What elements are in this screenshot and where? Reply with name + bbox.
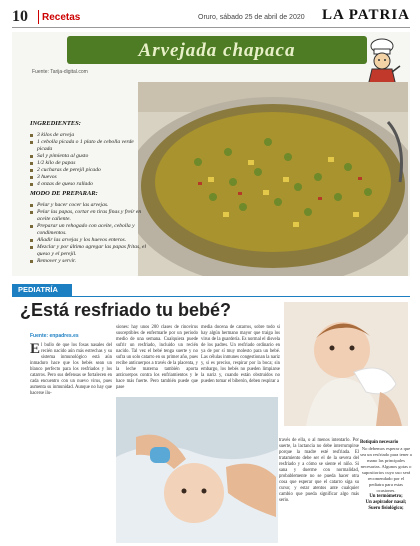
header-divider [38,10,39,24]
recipe-section [12,32,410,276]
ingredients-heading: INGREDIENTES: [30,120,81,127]
recipe-source: Fuente: Tarija-digital.com [32,69,88,75]
page-number: 10 [12,8,28,25]
baby-tissue-image [284,302,408,426]
page-header [12,6,410,28]
ingredients-list [30,120,145,188]
preparation-step: Añadir las arvejas y los huevos enteros. [30,237,148,244]
issue-date: Oruro, sábado 25 de abril de 2020 [198,14,305,21]
baby-photo-bottom [116,397,278,543]
first-aid-box [360,440,412,512]
baby-nasal-aspirator-image [116,397,278,543]
newspaper-logo: LA PATRIA [321,7,410,23]
article-column-3: media docena de catarros, sobre todo si hay algún hermano mayor que traiga los virus de la guardería. Es normal el disvela de los padres. Un resfriado ordinario en ya de por sí muy molesto para un bebé. Las células inmunes congestionan la nariz y, si es preciso, respirar por la boca; sin embargo, los bebés no pueden limpiarse la nariz y, cuando están obstruidos no pueden tomar el biberón, deben respirar a [201,325,281,384]
dish-photo [138,82,408,276]
section-tag [12,284,72,296]
drop-cap: E [30,341,41,357]
section-tag-label: PEDIATRÍA [18,285,58,294]
preparation-heading: MODO DE PREPARAR: [30,190,98,197]
baby-photo-top [284,302,408,426]
first-aid-heading: Botiquín necesario [360,440,399,445]
preparation-step: Pelar y hacer cocer las arvejas. [30,202,148,209]
ingredient-item: 3 huevos [30,174,145,181]
ingredient-item: 4 onzas de queso rallado [30,181,145,188]
ingredient-item: 1 cebolla picada o 1 plato de cebolla verde picada [30,139,145,153]
first-aid-item: Un termómetro; [369,494,403,499]
preparation-step: Remover y servir. [30,258,148,265]
article-column-1 [30,343,112,397]
section-rule [12,296,410,297]
arvejada-image [138,82,408,276]
ingredient-item: 1/2 kilo de papas [30,160,145,167]
article-text: l bullo de que los fosas nasales del recién nacido aún más estrechas y su sistema inmunológico está aún inmaduro hace que los bebés sean un blanco perfecto para los resfriados y los catarros. Pero sus defensas se fortalecen en cada encuentro con un nuevo virus, pues aumenta su inmunidad. Aunque no hay que hacerse ilu- [30,343,112,396]
article-column-4: través de ella, o al menos intentarlo. Por suerte, la lactancia no debe interrumpirse porque la madre esté resfriada. El tratamiento debe ser el de la severa del resfriado y a cómo se siente el niño. Si sana y duerme con normalidad, probablemente no se pueda hacer otra cosa que esperar que el catarro siga su curso; y estar atentos ante cualquier cambio que pueda significar algo más serio. [279,438,359,503]
first-aid-item: Un aspirador nasal; [365,500,407,505]
chef-mascot-icon [362,36,404,88]
preparation-step: Pelar las papas, cortar en tiras finas y freír en aceite caliente. [30,209,148,223]
article-title: ¿Está resfriado tu bebé? [20,300,232,320]
preparation-step: Mezclar y por último agregar las papas fritas, el queso y el perejil. [30,244,148,258]
ingredient-item: 3 kilos de arveja [30,132,145,139]
section-name: Recetas [42,12,81,23]
article-column-2: siones: hay unos 200 clases de rinovirus susceptibles de enfermarle por un periodo medio de una semana. Cualquiera puede sufrir un resfriado, incluido un recién nacido. Tal vez el bebé tenga suerte y no sufra un solo catarro en su primer año, pues recibe anticuerpos a través de la placenta, y la leche materna también aporta anticuerpos contra los enfriamientos y le hace más fuerte. Pero también puede que pase [116,325,198,390]
preparation-list [30,190,148,265]
article-source: Fuente: enpadres.es [30,333,79,339]
recipe-title-banner [67,36,367,64]
first-aid-text: No debemos esperar a que sea un resfriado para tener a mano las principales necesarias. Algunos gotas o supositorios cuyo uso será recomendado por el pediatra para estas ocasiones. [360,446,412,493]
ingredient-item: 2 cucharas de perejil picado [30,167,145,174]
ingredient-item: Sal y pimienta al gusto [30,153,145,160]
recipe-title: Arvejada chapaca [138,40,296,61]
preparation-step: Preparar un rehogado con aceite, cebolla y condimentos. [30,223,148,237]
first-aid-item: Suero fisiológico; [368,506,404,511]
